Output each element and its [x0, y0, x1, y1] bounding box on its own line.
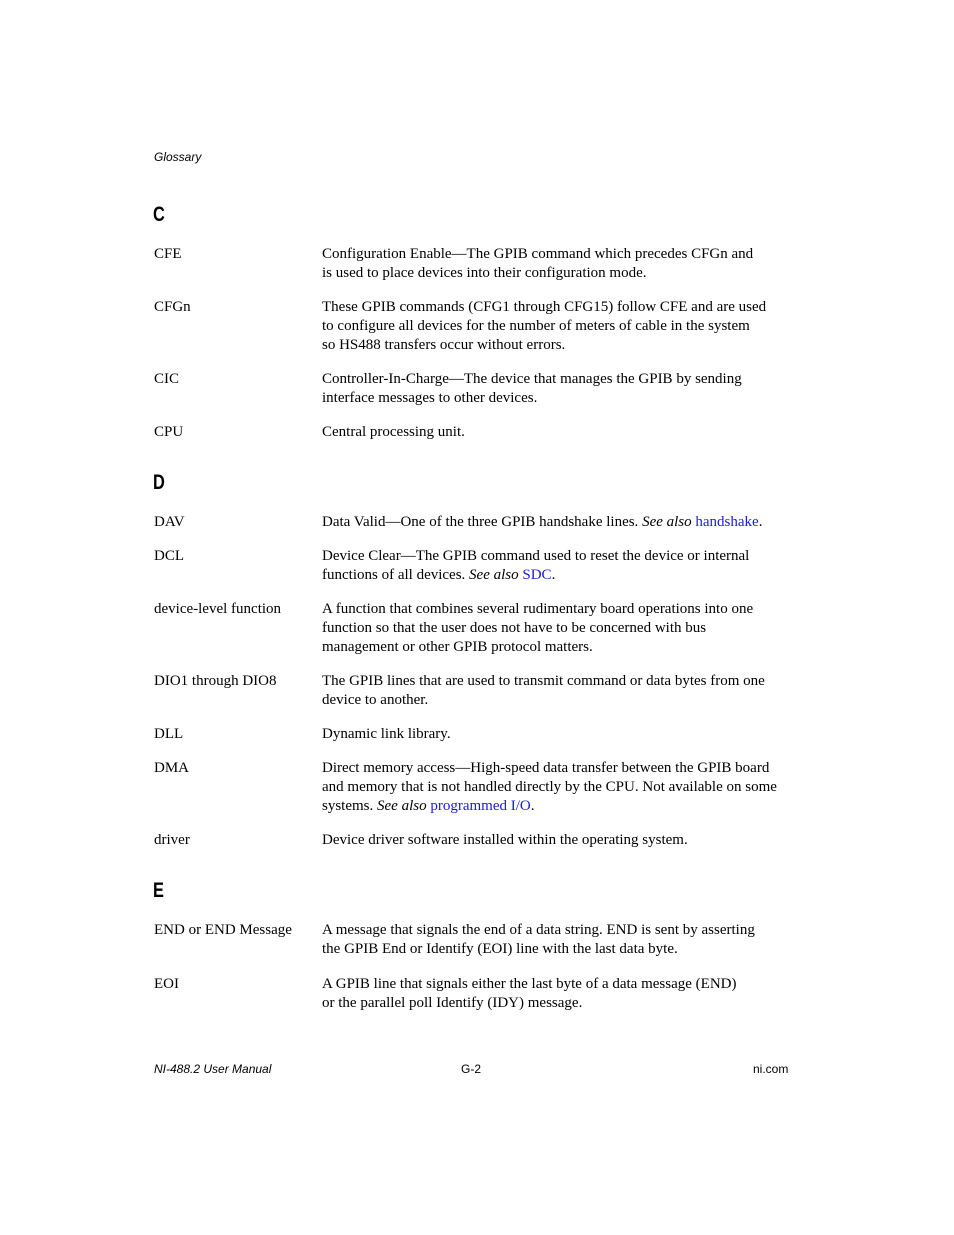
see-also-label: See also: [642, 514, 692, 530]
term-dll: DLL: [154, 726, 184, 742]
definition-line: A function that combines several rudimentary board operations into one: [322, 601, 754, 617]
term-cfgn: CFGn: [154, 299, 191, 315]
term-dcl: DCL: [154, 548, 184, 564]
definition-line: A GPIB line that signals either the last byte of a data message (END): [322, 976, 737, 992]
definition-line: to configure all devices for the number of meters of cable in the system: [322, 318, 750, 334]
xref-link-programmed-io[interactable]: programmed I/O: [430, 798, 531, 814]
definition-line: is used to place devices into their configuration mode.: [322, 265, 647, 281]
definition-line: The GPIB lines that are used to transmit command or data bytes from one: [322, 673, 765, 689]
definition-line: so HS488 transfers occur without errors.: [322, 337, 566, 353]
definition-cfgn: [322, 298, 787, 355]
definition-line: or the parallel poll Identify (IDY) message.: [322, 995, 583, 1011]
running-head: Glossary: [154, 150, 202, 164]
definition-line: [322, 797, 787, 816]
definition-punctuation: .: [551, 567, 556, 583]
term-eoi: EOI: [154, 976, 179, 992]
definition-line: Controller-In-Charge—The device that manages the GPIB by sending: [322, 371, 742, 387]
definition-line: device to another.: [322, 692, 429, 708]
definition-punctuation: .: [758, 514, 763, 530]
definition-dio: [322, 672, 787, 710]
definition-dma: [322, 759, 787, 816]
term-dio: DIO1 through DIO8: [154, 673, 277, 689]
definition-line: Configuration Enable—The GPIB command which precedes CFGn and: [322, 246, 754, 262]
term-end: END or END Message: [154, 922, 292, 938]
definition-text: functions of all devices.: [322, 567, 470, 583]
xref-link-handshake[interactable]: handshake: [695, 514, 759, 530]
definition-line: Central processing unit.: [322, 424, 465, 440]
section-heading-e: E: [153, 879, 164, 902]
definition-line: Dynamic link library.: [322, 726, 451, 742]
term-device-level-function: device-level function: [154, 601, 282, 617]
definition-line: function so that the user does not have to be concerned with bus: [322, 620, 707, 636]
see-also-label: See also: [469, 567, 519, 583]
definition-line: [322, 513, 787, 532]
definition-cpu: [322, 423, 787, 442]
footer-page-number: G-2: [461, 1062, 482, 1076]
definition-line: Device Clear—The GPIB command used to reset the device or internal: [322, 548, 750, 564]
definition-text: systems.: [322, 798, 378, 814]
footer-site: ni.com: [753, 1062, 789, 1076]
definition-cfe: [322, 245, 787, 283]
term-driver: driver: [154, 832, 190, 848]
definition-line: [322, 566, 787, 585]
definition-dav: [322, 513, 787, 532]
section-heading-d: D: [153, 471, 165, 494]
term-cfe: CFE: [154, 246, 182, 262]
footer-manual-title: NI-488.2 User Manual: [154, 1062, 272, 1076]
xref-link-sdc[interactable]: SDC: [522, 567, 552, 583]
see-also-label: See also: [377, 798, 427, 814]
definition-line: These GPIB commands (CFG1 through CFG15) follow CFE and are used: [322, 299, 767, 315]
definition-text: Data Valid—One of the three GPIB handshake lines.: [322, 514, 643, 530]
definition-eoi: [322, 975, 787, 1013]
definition-cic: [322, 370, 787, 408]
definition-dcl: [322, 547, 787, 585]
term-cpu: CPU: [154, 424, 184, 440]
definition-line: management or other GPIB protocol matters.: [322, 639, 593, 655]
definition-device-level-function: [322, 600, 787, 657]
section-heading-c: C: [153, 203, 165, 226]
definition-end: [322, 921, 787, 959]
definition-dll: [322, 725, 787, 744]
definition-driver: [322, 831, 787, 850]
term-cic: CIC: [154, 371, 180, 387]
definition-line: the GPIB End or Identify (EOI) line with the last data byte.: [322, 941, 678, 957]
definition-line: interface messages to other devices.: [322, 390, 538, 406]
definition-punctuation: .: [530, 798, 535, 814]
definition-line: A message that signals the end of a data string. END is sent by asserting: [322, 922, 755, 938]
term-dav: DAV: [154, 514, 185, 530]
term-dma: DMA: [154, 760, 190, 776]
definition-line: Device driver software installed within the operating system.: [322, 832, 688, 848]
definition-line: Direct memory access—High-speed data transfer between the GPIB board: [322, 760, 770, 776]
definition-line: and memory that is not handled directly by the CPU. Not available on some: [322, 779, 777, 795]
